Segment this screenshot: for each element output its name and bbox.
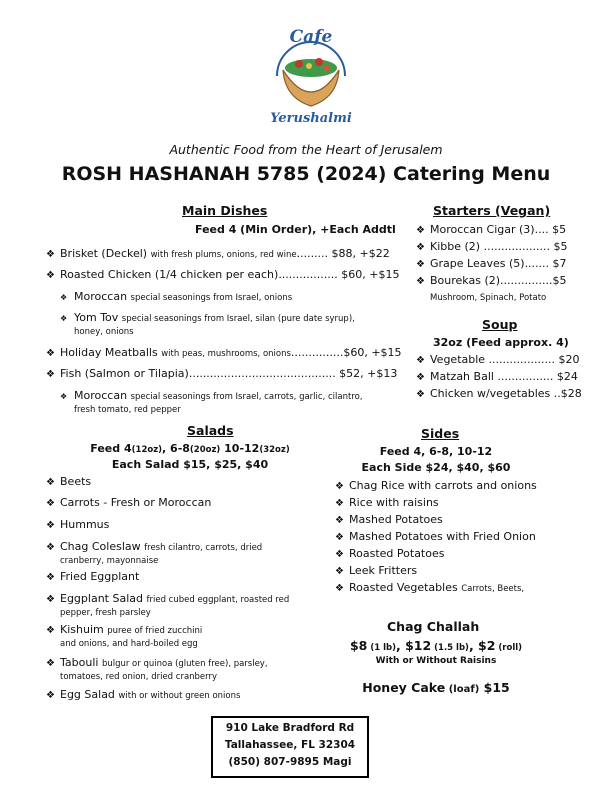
challah-note: With or Without Raisins — [375, 656, 497, 666]
menu-item-fish: ❖ Fish (Salmon or Tilapia).......................................... $52, +$13 — [46, 367, 398, 380]
soup-item: ❖ Chicken w/vegetables ..$28 — [416, 387, 582, 400]
page-title: ROSH HASHANAH 5785 (2024) Catering Menu — [61, 163, 551, 185]
challah-header: Chag Challah — [387, 619, 480, 634]
menu-item-meatballs: ❖ Holiday Meatballs with peas, mushrooms, onions...............$60, +$15 — [46, 346, 402, 359]
eggplant-salad-note-cont: pepper, fresh parsley — [60, 608, 151, 618]
cafe-yerushalmi-logo — [265, 18, 357, 130]
logo-yerushalmi-text: Yerushalmi — [270, 111, 352, 126]
side-item: ❖ Chag Rice with carrots and onions — [335, 479, 537, 492]
salads-header: Salads — [187, 423, 234, 438]
starter-item: ❖ Kibbe (2) ................... $5 — [416, 240, 568, 253]
salad-item-hummus: ❖ Hummus — [46, 518, 110, 531]
salad-item-coleslaw: ❖ Chag Coleslaw fresh cilantro, carrots, dried — [46, 540, 263, 553]
soup-item: ❖ Vegetable ................... $20 — [416, 353, 580, 366]
main-dishes-sub: Feed 4 (Min Order), +Each Addtl — [195, 223, 396, 236]
side-item: ❖ Mashed Potatoes with Fried Onion — [335, 530, 536, 543]
bourekas-note: Mushroom, Spinach, Potato — [430, 293, 547, 303]
soup-header: Soup — [482, 317, 518, 332]
side-item: ❖ Mashed Potatoes — [335, 513, 443, 526]
starter-item: ❖ Bourekas (2)...............$5 — [416, 274, 567, 287]
menu-subitem-yom-tov: ❖ Yom Tov special seasonings from Israel, silan (pure date syrup), — [60, 311, 355, 324]
moroccan-fish-note-cont: fresh tomato, red pepper — [74, 405, 181, 415]
starter-item: ❖ Moroccan Cigar (3).... $5 — [416, 223, 567, 236]
coleslaw-note-cont: cranberry, mayonnaise — [60, 556, 159, 566]
address-line-street: 910 Lake Bradford Rd — [225, 722, 355, 734]
menu-subitem-moroccan-chicken: ❖ Moroccan special seasonings from Israel, onions — [60, 290, 293, 303]
starter-item: ❖ Grape Leaves (5)....... $7 — [416, 257, 567, 270]
address-line-phone: (850) 807-9895 Magi — [228, 756, 352, 768]
tagline: Authentic Food from the Heart of Jerusalem — [169, 142, 443, 157]
kishuim-note-cont: and onions, and hard-boiled egg — [60, 639, 198, 649]
salad-item-kishuim: ❖ Kishuim puree of fried zucchini — [46, 623, 203, 636]
address-line-city: Tallahassee, FL 32304 — [224, 739, 356, 751]
starters-header: Starters (Vegan) — [433, 203, 551, 218]
menu-item-roasted-chicken: ❖ Roasted Chicken (1/4 chicken per each)................. $60, +$15 — [46, 268, 400, 281]
salad-item-fried-eggplant: ❖ Fried Eggplant — [46, 570, 140, 583]
side-item: ❖ Roasted Potatoes — [335, 547, 445, 560]
salad-item-carrots: ❖ Carrots - Fresh or Moroccan — [46, 496, 212, 509]
side-item-roasted-vegetables: ❖ Roasted Vegetables Carrots, Beets, — [335, 581, 525, 594]
soup-sub: 32oz (Feed approx. 4) — [433, 336, 569, 349]
salads-prices: Each Salad $15, $25, $40 — [111, 458, 269, 471]
challah-prices: $8 (1 lb), $12 (1.5 lb), $2 (roll) — [349, 638, 523, 653]
side-item: ❖ Leek Fritters — [335, 564, 418, 577]
sides-prices: Each Side $24, $40, $60 — [361, 461, 511, 474]
salads-sizes: Feed 4(12oz), 6-8(20oz) 10-12(32oz) — [90, 442, 290, 455]
yom-tov-note-cont: honey, onions — [74, 327, 134, 337]
soup-item: ❖ Matzah Ball ................ $24 — [416, 370, 578, 383]
sides-header: Sides — [421, 426, 460, 441]
tabouli-note-cont: tomatoes, red onion, dried cranberry — [60, 672, 218, 682]
salad-item-tabouli: ❖ Tabouli bulgur or quinoa (gluten free), parsley, — [46, 656, 268, 669]
menu-subitem-moroccan-fish: ❖ Moroccan special seasonings from Israel, carrots, garlic, cilantro, — [60, 389, 363, 402]
menu-item-brisket: ❖ Brisket (Deckel) with fresh plums, onions, red wine......... $88, +$22 — [46, 247, 390, 260]
salad-item-beets: ❖ Beets — [46, 475, 92, 488]
sides-sizes: Feed 4, 6-8, 10-12 — [379, 445, 493, 458]
salad-item-eggplant-salad: ❖ Eggplant Salad fried cubed eggplant, roasted red — [46, 592, 290, 605]
salad-item-egg-salad: ❖ Egg Salad with or without green onions — [46, 688, 241, 701]
address-box — [211, 716, 369, 778]
honey-cake: Honey Cake (loaf) $15 — [362, 680, 510, 695]
side-item: ❖ Rice with raisins — [335, 496, 439, 509]
logo-cafe-text: Cafe — [289, 27, 333, 47]
main-dishes-header: Main Dishes — [182, 203, 268, 218]
